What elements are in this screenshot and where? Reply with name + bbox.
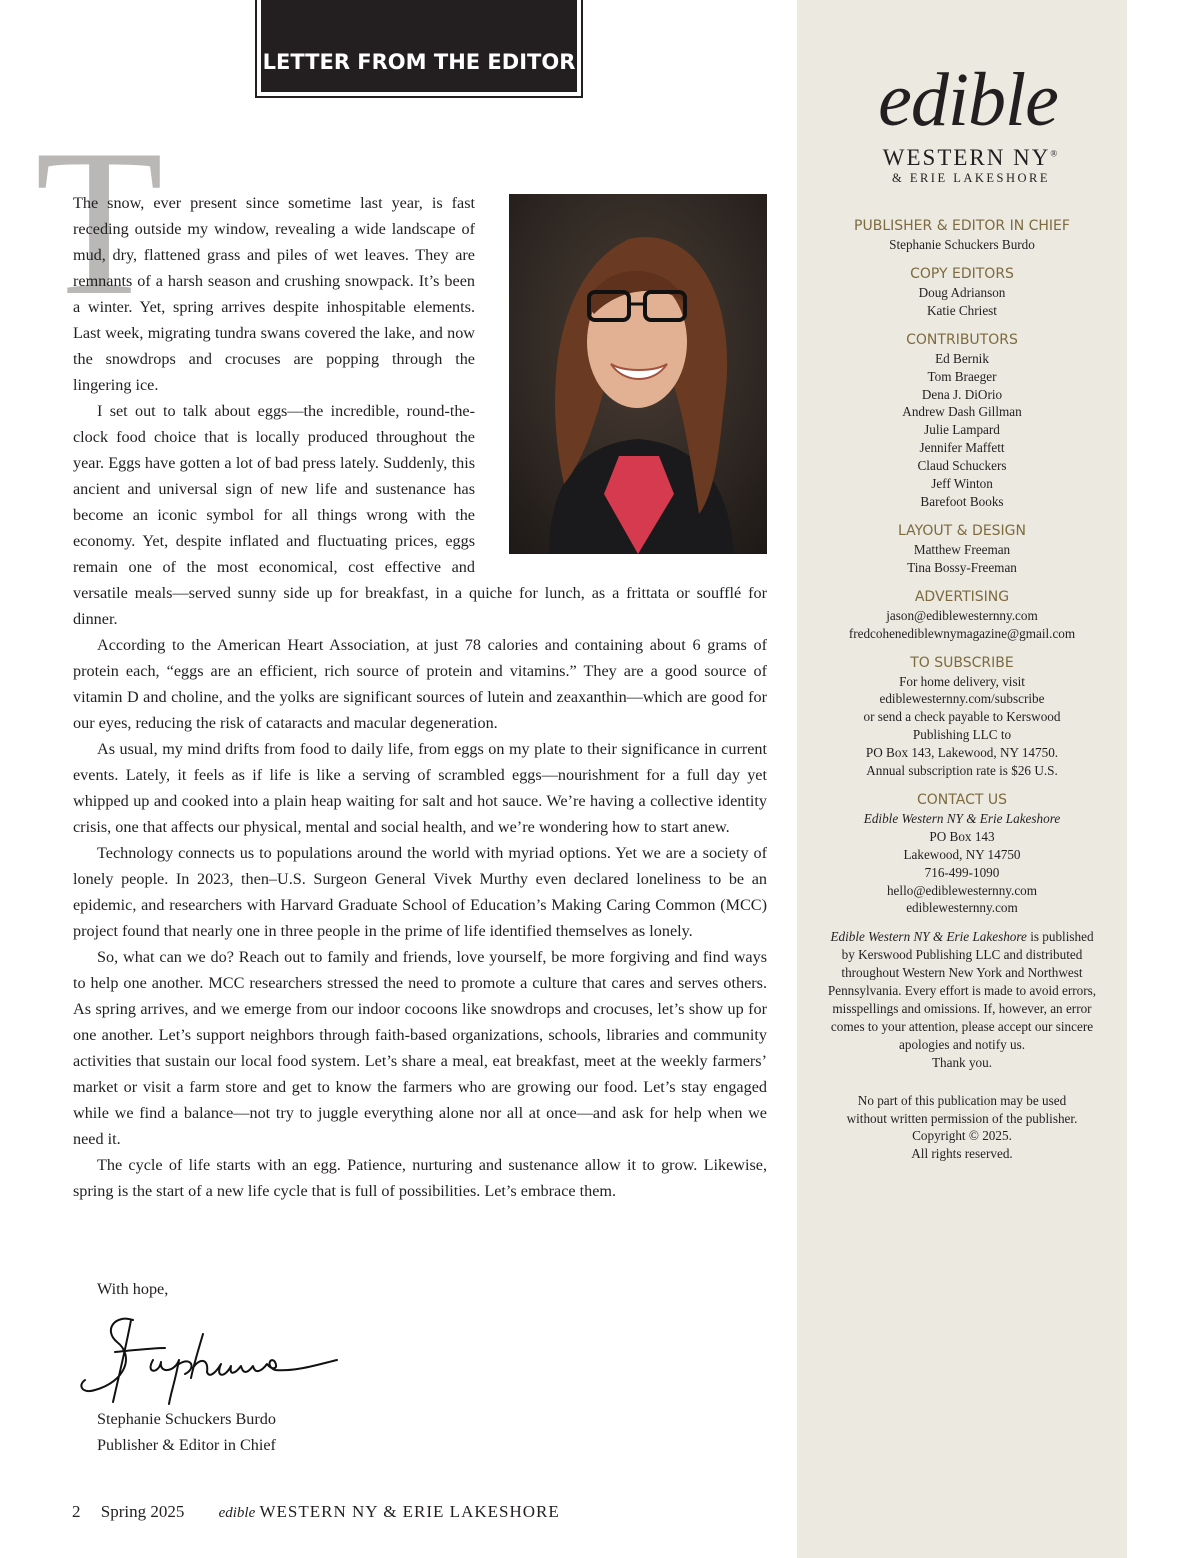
publication-name: Edible Western NY & Erie Lakeshore (830, 929, 1027, 945)
credit-line: Doug Adrianson (918, 284, 1006, 300)
credit-line: Katie Chriest (927, 302, 997, 318)
signer-block (97, 1406, 276, 1458)
credit-line: Jeff Winton (931, 476, 993, 492)
credit-line: PO Box 143, Lakewood, NY 14750. (865, 745, 1059, 761)
credit-line: Claud Schuckers (917, 458, 1007, 474)
signer-name: Stephanie Schuckers Burdo (97, 1410, 276, 1428)
masthead-section-title: ADVERTISING (914, 588, 1010, 605)
masthead-section (797, 331, 1127, 511)
article-body (73, 190, 767, 1204)
editor-signature (75, 1312, 340, 1412)
credit-line: Andrew Dash Gillman (902, 404, 1022, 420)
editor-portrait-image (509, 194, 767, 554)
logo-region (797, 146, 1127, 169)
credit-line: or send a check payable to Kerswood (863, 709, 1061, 725)
credit-line: Julie Lampard (924, 422, 1000, 438)
rights-line: Copyright © 2025. (912, 1128, 1012, 1144)
masthead-section (797, 265, 1127, 320)
credit-line: Ed Bernik (935, 350, 989, 366)
masthead-section (797, 791, 1127, 917)
contact-phone[interactable]: 716-499-1090 (924, 864, 1000, 880)
section-header (255, 0, 583, 98)
rights-line: No part of this publication may be used (857, 1092, 1067, 1108)
advertising-email[interactable]: fredcohenediblewnymagazine@gmail.com (848, 625, 1076, 641)
contact-email[interactable]: hello@ediblewesternny.com (886, 882, 1038, 898)
masthead-section (797, 217, 1127, 254)
website-link[interactable]: ediblewesternny.com (906, 900, 1018, 916)
footer-brand-name: WESTERN NY & ERIE LAKESHORE (259, 1502, 560, 1521)
page-footer (72, 1502, 560, 1522)
editor-photo (509, 194, 767, 554)
masthead-section (797, 588, 1127, 643)
issue-season: Spring 2025 (100, 1502, 185, 1521)
masthead-section (797, 654, 1127, 780)
credit-line: Matthew Freeman (913, 541, 1011, 557)
masthead-section (797, 522, 1127, 577)
article-paragraph: According to the American Heart Association, at just 78 calories and containing about 6 grams of protein each, “eggs are an efficient, rich source of protein and vitamins.” They are a good source of vitamin D and choline, and the yolks are significant sources of lutein and zeaxanthin—which are good for our eyes, reducing the risk of cataracts and macular degeneration. (73, 636, 767, 732)
masthead-section-title: TO SUBSCRIBE (910, 654, 1014, 671)
publication-info (797, 928, 1127, 1071)
logo-edible: edible (878, 58, 1058, 142)
subscribe-link[interactable]: ediblewesternny.com/subscribe (879, 691, 1045, 707)
masthead-credits (797, 217, 1127, 1163)
rights-notice (797, 1092, 1127, 1164)
advertising-email[interactable]: jason@ediblewesternny.com (886, 607, 1038, 623)
article-paragraph: The snow, ever present since sometime last year, is fast receding outside my window, revealing a wide landscape of mud, dry, flattened grass and piles of wet leaves. They are remnants of a harsh season and crushing snowpack. It’s been a winter. Yet, spring arrives despite inhospitable elements. Last week, migrating tundra swans covered the lake, and now the snowdrops and crocuses are popping through the lingering ice. (73, 194, 475, 394)
masthead-section-title: CONTRIBUTORS (906, 331, 1018, 348)
credit-line: Stephanie Schuckers Burdo (889, 237, 1035, 252)
logo-subtitle: & ERIE LAKESHORE (891, 171, 1051, 185)
credit-line: Edible Western NY & Erie Lakeshore (863, 810, 1061, 826)
credit-line: Dena J. DiOrio (921, 386, 1003, 402)
publication-info-text: is published by Kerswood Publishing LLC and distributed throughout Western New York and Northwest Pennsylvania. Every effort is made to avoid errors, misspellings and omissions. If, however, an error comes to your attention, please accept our sincere apologies and notify us. (827, 929, 1097, 1052)
masthead-section-title: PUBLISHER & EDITOR IN CHIEF (854, 218, 1070, 234)
credit-line: Tom Braeger (927, 368, 997, 384)
masthead-section-title: COPY EDITORS (910, 265, 1014, 282)
rights-line: without written permission of the publisher. (846, 1110, 1078, 1126)
credit-line: Jennifer Maffett (919, 440, 1005, 456)
credit-line: For home delivery, visit (899, 673, 1025, 689)
masthead-sidebar (797, 0, 1127, 1558)
article-paragraph: The cycle of life starts with an egg. Patience, nurturing and sustenance allow it to grow. Likewise, spring is the start of a new life cycle that is full of possibilities. Let’s embrace them. (73, 1156, 767, 1200)
thanks-line: Thank you. (931, 1054, 993, 1070)
logo-region-text: WESTERN NY (882, 145, 1051, 170)
rights-line: All rights reserved. (911, 1146, 1013, 1162)
masthead-section-title: LAYOUT & DESIGN (898, 522, 1026, 539)
section-header-label: LETTER FROM THE EDITOR (261, 0, 577, 92)
article-paragraph: As usual, my mind drifts from food to daily life, from eggs on my plate to their significance in current events. Lately, it feels as if life is like a serving of scrambled eggs—nourishment for a full day yet whipped up and cooked into a plain heap waiting for salt and hot sauce. We’re having a collective identity crisis, one that affects our physical, mental and social health, and we’re wondering how to start anew. (73, 740, 767, 836)
signer-title: Publisher & Editor in Chief (97, 1436, 276, 1454)
credit-line: Lakewood, NY 14750 (903, 846, 1021, 862)
article-paragraph: Technology connects us to populations around the world with myriad options. Yet we are a society of lonely people. In 2023, then–U.S. Surgeon General Vivek Murthy even declared loneliness to be an epidemic, and researchers with Harvard Graduate School of Education’s Making Caring Common (MCC) project found that nearly one in three people in the prime of life identified themselves as lonely. (73, 844, 767, 940)
masthead-section-title: CONTACT US (917, 791, 1007, 808)
article-paragraph: I set out to talk about eggs—the incredible, round-the-clock food choice that is locally produced throughout the year. Eggs have gotten a lot of bad press lately. Suddenly, this ancient and universal sign of new life and sustenance has become an iconic symbol for all things wrong with the economy. Yet, despite inflated and fluctuating prices, eggs remain one of the most economical, cost effective and versatile meals—served sunny side up for breakfast, in a quiche for lunch, as a frittata or soufflé for dinner. (73, 402, 767, 628)
credit-line: Annual subscription rate is $26 U.S. (866, 763, 1058, 779)
signoff: With hope, (97, 1280, 169, 1298)
credit-line: PO Box 143 (929, 828, 995, 844)
credit-line: Publishing LLC to (912, 727, 1012, 743)
credit-line: Barefoot Books (920, 493, 1004, 509)
page-number: 2 (72, 1502, 81, 1521)
credit-line: Tina Bossy-Freeman (907, 559, 1017, 575)
drop-cap: T (35, 107, 164, 339)
registered-mark: ® (1050, 148, 1060, 159)
article-paragraph: So, what can we do? Reach out to family and friends, love yourself, be more forgiving and find ways to help one another. MCC researchers stressed the need to promote a culture that cares and serves others. As spring arrives, and we emerge from our indoor cocoons like snowdrops and crocuses, let’s show up for one another. Let’s support neighbors through faith-based organizations, schools, libraries and community activities that sustain our local food system. Let’s share a meal, eat breakfast, meet at the weekly farmers’ market or visit a farm store and get to know the farmers who are growing our food. Let’s stay engaged while we find a balance—not try to juggle everything alone nor all at once—and ask for help when we need it. (73, 948, 767, 1148)
footer-brand-edible: edible (218, 1505, 256, 1521)
